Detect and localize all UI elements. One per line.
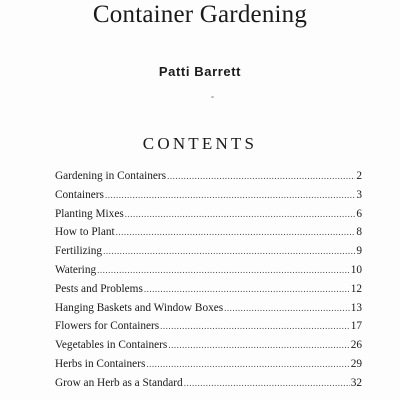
toc-entry-title: Containers: [55, 188, 104, 201]
toc-entry-page: 29: [350, 357, 362, 370]
toc-entry: [55, 320, 362, 339]
dot-leader: [160, 321, 350, 331]
toc-entry-title: How to Plant: [55, 226, 115, 239]
dot-leader: [97, 265, 350, 275]
dot-leader: [167, 171, 355, 181]
toc-entry-title: Pests and Problems: [55, 282, 143, 295]
toc-entry-title: Hanging Baskets and Window Boxes: [55, 301, 224, 314]
toc-entry-title: Gardening in Containers: [55, 170, 167, 182]
toc-entry-title: Fertilizing: [55, 245, 103, 258]
toc-entry: [55, 358, 362, 377]
toc-entry-page: 13: [350, 301, 362, 314]
toc-entry: [55, 226, 362, 245]
toc-entry: [55, 339, 362, 358]
toc-entry-page: 32: [350, 376, 362, 389]
toc-entry-page: 8: [356, 226, 362, 239]
toc-entry-title: Watering: [55, 263, 97, 276]
toc-entry-page: 12: [350, 282, 362, 295]
toc-entry-page: 10: [350, 263, 362, 276]
toc-entry-page: 26: [350, 339, 362, 352]
toc-entry-title: Flowers for Containers: [55, 320, 160, 333]
dot-leader: [184, 378, 350, 388]
toc-entry-title: Planting Mixes: [55, 207, 124, 220]
dot-leader: [116, 227, 356, 237]
toc-entry-page: 6: [356, 207, 362, 220]
toc-entry-page: 2: [356, 170, 362, 182]
toc-entry-title: Vegetables in Containers: [55, 339, 168, 352]
toc-entry-title: Grow an Herb as a Standard: [55, 376, 183, 389]
dot-leader: [105, 190, 355, 200]
toc-entry: [55, 283, 362, 302]
toc-entry: [55, 208, 362, 227]
contents-heading: CONTENTS: [142, 134, 258, 153]
dot-leader: [144, 284, 350, 294]
dot-leader: [125, 209, 356, 219]
toc-entry: [55, 302, 362, 321]
dot-leader: [168, 340, 349, 350]
toc-entry: [55, 189, 362, 208]
toc-entry: [55, 170, 362, 189]
toc-entry: [55, 245, 362, 264]
dot-leader: [146, 359, 349, 369]
table-of-contents: [55, 170, 362, 396]
toc-entry-page: 3: [356, 188, 362, 201]
paper-speck: [211, 96, 214, 98]
toc-entry: [55, 264, 362, 283]
toc-entry-page: 17: [350, 320, 362, 333]
toc-entry-page: 9: [356, 245, 362, 258]
toc-entry: [55, 377, 362, 396]
book-title: Container Gardening: [92, 1, 308, 28]
toc-entry-title: Herbs in Containers: [55, 357, 146, 370]
dot-leader: [224, 303, 350, 313]
dot-leader: [103, 246, 355, 256]
author-name: Patti Barrett: [158, 64, 242, 79]
